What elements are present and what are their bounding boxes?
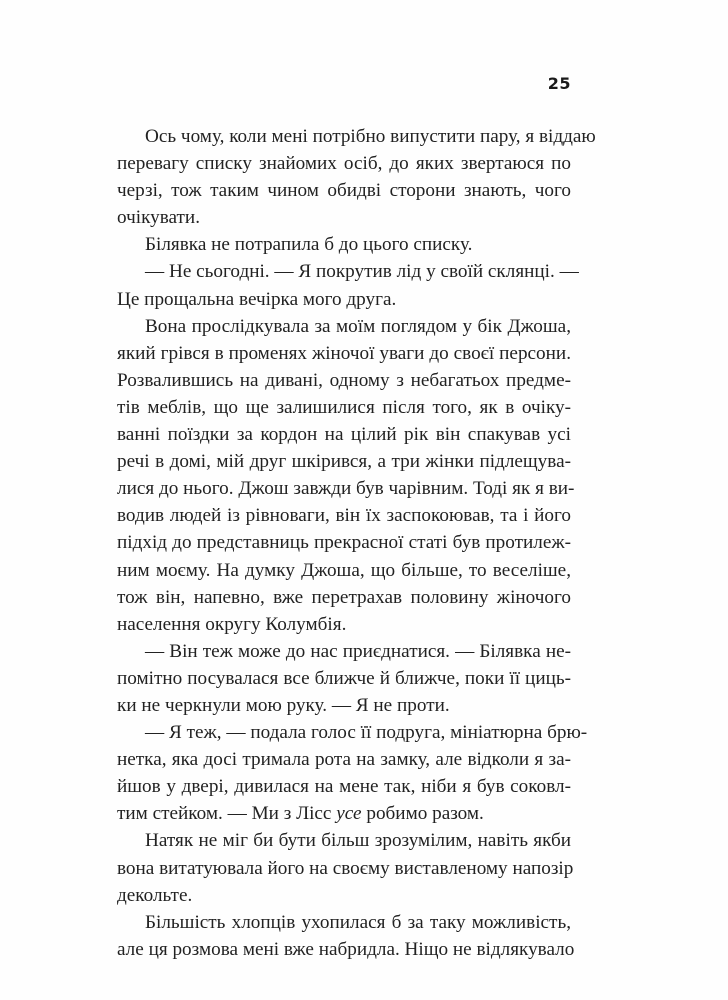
text-line: Натяк не міг би бути більш зрозумілим, навіть якби	[145, 830, 571, 852]
text-line: водив людей із рівноваги, він їх заспокоював, та і його	[117, 505, 571, 527]
paragraph-7	[117, 827, 574, 908]
text-line: декольте.	[117, 884, 193, 906]
page-number: 25	[547, 74, 571, 93]
text-fragment: тим стейком. — Ми з Лісс	[117, 803, 332, 825]
text-line: тів меблів, що ще залишилися після того, як в очіку-	[117, 396, 571, 418]
text-line: — Я теж, — подала голос її подруга, мініатюрна брю-	[145, 722, 588, 744]
text-line: підхід до представниць прекрасної статі був протилеж-	[117, 532, 571, 554]
paragraph-2	[117, 231, 571, 258]
text-line: лися до нього. Джош завжди був чарівним. Тоді як я ви-	[117, 478, 575, 500]
text-line: Білявка не потрапила б до цього списку.	[145, 234, 473, 256]
text-line: Ось чому, коли мені потрібно випустити пару, я віддаю	[145, 126, 596, 147]
paragraph-6	[117, 719, 588, 827]
text-line: очікувати.	[117, 207, 200, 229]
text-line-mixed	[117, 800, 571, 827]
emphasized-text: усе	[336, 803, 362, 825]
text-line: ванні поїздки за кордон на цілий рік він спакував усі	[117, 424, 571, 446]
text-line: — Він теж може до нас приєднатися. — Білявка не-	[145, 640, 571, 662]
text-line: Це прощальна вечірка мого друга.	[117, 288, 397, 310]
text-line: помітно посувалася все ближче й ближче, поки її циць-	[117, 667, 571, 689]
paragraph-3	[117, 258, 579, 312]
body-text	[117, 123, 596, 963]
text-line: вона витатуювала його на своєму виставленому напозір	[117, 857, 574, 879]
paragraph-4	[117, 313, 575, 638]
text-line: Розвалившись на дивані, одному з небагатьох предме-	[117, 369, 571, 391]
text-line: Більшість хлопців ухопилася б за таку можливість,	[145, 911, 571, 933]
text-line: речі в домі, мій друг шкірився, а три жінки підлещува-	[117, 451, 571, 473]
text-line: нетка, яка досі тримала рота на замку, але відколи я за-	[117, 749, 571, 771]
paragraph-1	[117, 123, 596, 231]
paragraph-5	[117, 638, 571, 719]
text-line: тож він, напевно, вже перетрахав половину жіночого	[117, 586, 571, 608]
text-fragment: робимо разом.	[366, 803, 484, 825]
text-line: ки не черкнули мою руку. — Я не проти.	[117, 694, 450, 716]
text-line: — Не сьогодні. — Я покрутив лід у своїй склянці. —	[145, 261, 579, 283]
text-line: йшов у двері, дивилася на мене так, ніби я був соковл-	[117, 776, 571, 798]
paragraph-8	[117, 909, 575, 963]
text-line: який грівся в променях жіночої уваги до своєї персони.	[117, 342, 571, 364]
text-line: але ця розмова мені вже набридла. Ніщо не відлякувало	[117, 938, 575, 960]
text-line: ним моєму. На думку Джоша, що більше, то веселіше,	[117, 559, 571, 581]
text-line: населення округу Колумбія.	[117, 613, 347, 635]
text-line: Вона прослідкувала за моїм поглядом у бік Джоша,	[145, 315, 571, 337]
text-line: перевагу списку знайомих осіб, до яких звертаюся по	[117, 153, 571, 175]
text-line: черзі, тож таким чином обидві сторони знають, чого	[117, 180, 571, 202]
